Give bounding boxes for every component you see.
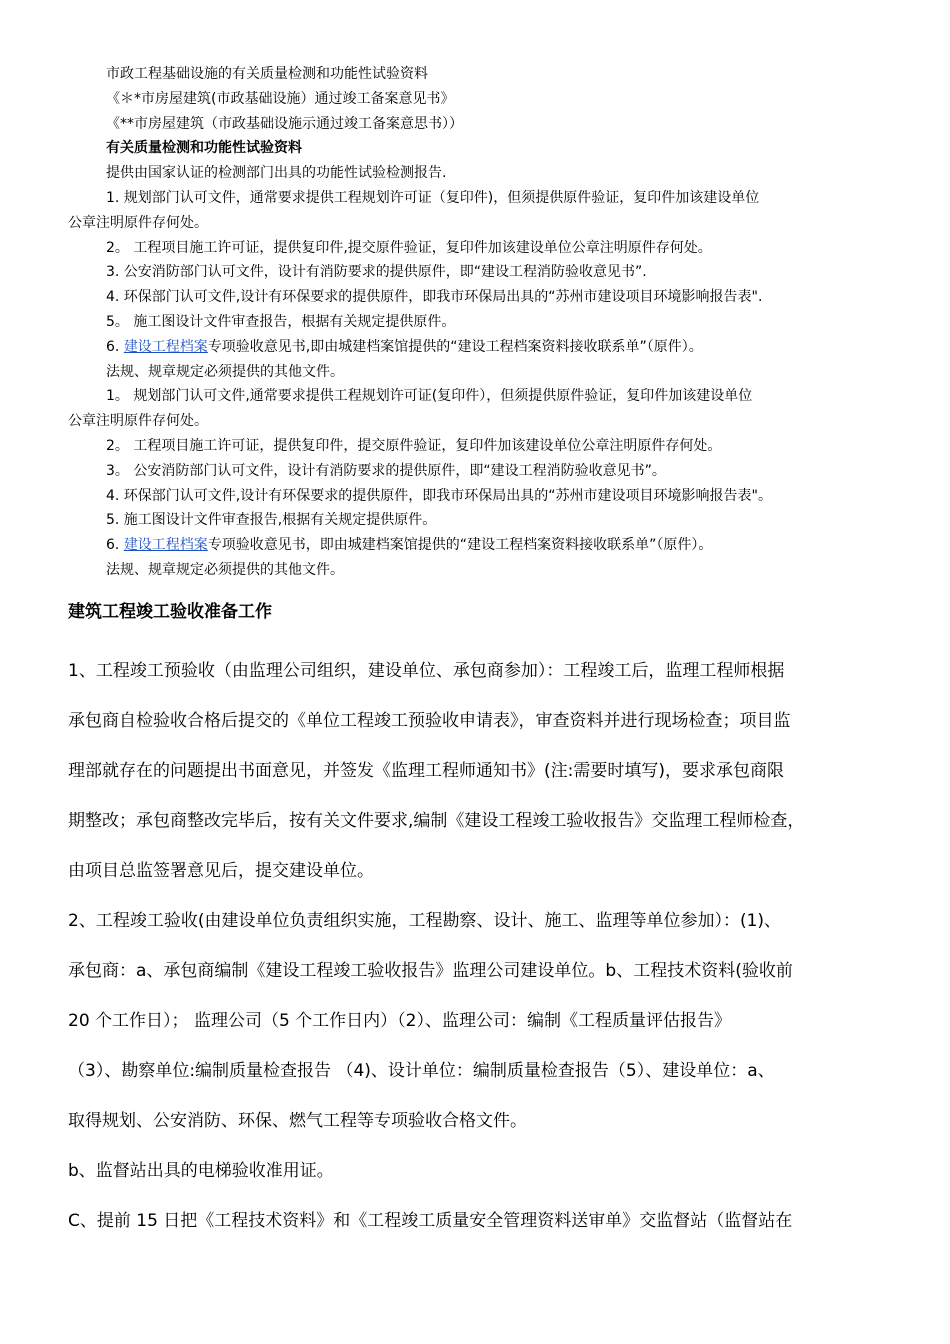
paragraph-line: b、监督站出具的电梯验收准用证。 [68, 1161, 334, 1181]
list-item: 4. 环保部门认可文件,设计有环保要求的提供原件，即我市环保局出具的“苏州市建设项目环境影响报告表"。 [106, 487, 772, 504]
paragraph-line: （3）、勘察单位:编制质量检查报告 （4)、设计单位：编制质量检查报告（5）、建设单位：a、 [68, 1061, 775, 1081]
list-item: 4. 环保部门认可文件,设计有环保要求的提供原件，即我市环保局出具的“苏州市建设项目环境影响报告表". [106, 289, 763, 306]
paragraph-line: 由项目总监签署意见后，提交建设单位。 [68, 861, 374, 881]
list-item-text: 专项验收意见书，即由城建档案馆提供的“建设工程档案资料接收联系单”（原件）。 [207, 537, 713, 554]
list-item [68, 533, 900, 558]
paragraph-line: 取得规划、公安消防、环保、燃气工程等专项验收合格文件。 [68, 1111, 527, 1131]
text-line: 法规、规章规定必须提供的其他文件。 [106, 561, 344, 578]
body-text [68, 646, 900, 1246]
paragraph-line: 2、工程竣工验收(由建设单位负责组织实施，工程勘察、设计、施工、监理等单位参加）：(1)、 [68, 911, 782, 931]
requirements-list [68, 62, 900, 583]
text-line: 《**市房屋建筑（市政基础设施示通过竣工备案意思书）） [106, 115, 463, 132]
text-line: 法规、规章规定必须提供的其他文件。 [106, 363, 344, 380]
paragraph-line: 期整改；承包商整改完毕后，按有关文件要求,编制《建设工程竣工验收报告》交监理工程师检查， [68, 811, 805, 831]
text-line: 提供由国家认证的检测部门出具的功能性试验检测报告. [106, 165, 447, 182]
list-item: 3。 公安消防部门认可文件，设计有消防要求的提供原件，即“建设工程消防验收意见书”。 [106, 462, 666, 479]
list-item: 3. 公安消防部门认可文件，设计有消防要求的提供原件，即“建设工程消防验收意见书”. [106, 264, 647, 281]
list-item: 5。 施工图设计文件审查报告，根据有关规定提供原件。 [106, 313, 456, 330]
paragraph-line: 1、工程竣工预验收（由监理公司组织，建设单位、承包商参加）：工程竣工后，监理工程师根据 [68, 661, 785, 681]
list-item-text: 专项验收意见书,即由城建档案馆提供的“建设工程档案资料接收联系单”（原件）。 [207, 338, 703, 355]
archive-link[interactable]: 建设工程档案 [123, 537, 208, 554]
paragraph-line: 理部就存在的问题提出书面意见，并签发《监理工程师通知书》(注:需要时填写)，要求承包商限 [68, 761, 784, 781]
text-line: 《＊*市房屋建筑(市政基础设施）通过竣工备案意见书》 [106, 90, 455, 107]
list-item-number: 6. [106, 338, 124, 355]
paragraph-line: 承包商自检验收合格后提交的《单位工程竣工预验收申请表》，审查资料并进行现场检查；项目监 [68, 711, 791, 731]
archive-link[interactable]: 建设工程档案 [123, 338, 208, 355]
list-item: 2。 工程项目施工许可证，提供复印件,提交原件验证，复印件加该建设单位公章注明原件存何处。 [106, 239, 712, 256]
paragraph-line: 承包商：a、承包商编制《建设工程竣工验收报告》监理公司建设单位。b、工程技术资料(验收前 [68, 961, 793, 981]
paragraph-line: C、提前 15 日把《工程技术资料》和《工程竣工质量安全管理资料送审单》交监督站（监督站在 [68, 1211, 793, 1231]
list-item-continuation: 公章注明原件存何处。 [68, 413, 208, 430]
section-heading: 建筑工程竣工验收准备工作 [68, 602, 272, 622]
list-item: 1。 规划部门认可文件,通常要求提供工程规划许可证(复印件），但须提供原件验证，复印件加该建设单位 [106, 388, 753, 405]
section-subheading: 有关质量检测和功能性试验资料 [106, 140, 302, 157]
paragraph-line: 20 个工作日）； 监理公司（5 个工作日内）（2）、监理公司：编制《工程质量评估报告》 [68, 1011, 731, 1031]
text-line: 市政工程基础设施的有关质量检测和功能性试验资料 [106, 66, 428, 82]
list-item-continuation: 公章注明原件存何处。 [68, 214, 208, 231]
list-item-number: 6. [106, 537, 124, 554]
list-item: 5. 施工图设计文件审查报告,根据有关规定提供原件。 [106, 512, 437, 529]
list-item [68, 335, 900, 360]
list-item: 2。 工程项目施工许可证，提供复印件，提交原件验证，复印件加该建设单位公章注明原件存何处。 [106, 437, 722, 454]
list-item: 1. 规划部门认可文件，通常要求提供工程规划许可证（复印件)，但须提供原件验证，复印件加该建设单位 [106, 189, 760, 206]
